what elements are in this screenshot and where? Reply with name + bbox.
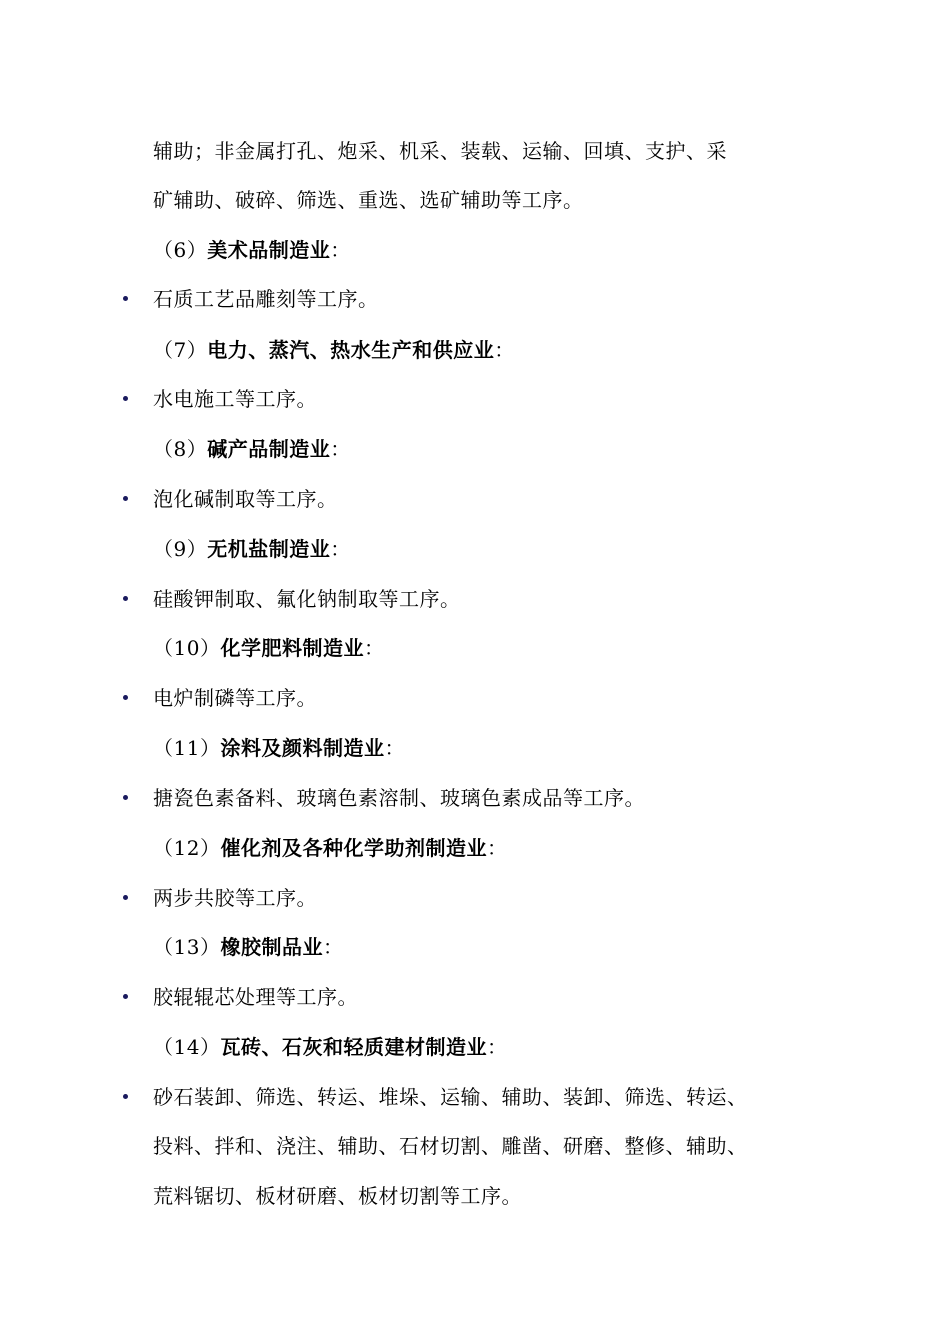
section-colon: ： <box>330 437 351 461</box>
section-title: 无机盐制造业 <box>207 537 331 561</box>
section-number: （9） <box>153 537 208 561</box>
list-item: 搪瓷色素备料、玻璃色素溶制、玻璃色素成品等工序。 <box>153 786 645 810</box>
section-heading-9 <box>153 535 833 563</box>
list-item: 硅酸钾制取、氟化钠制取等工序。 <box>153 587 461 611</box>
section-number: （12） <box>153 836 221 860</box>
list-item: 砂石装卸、筛选、转运、堆垛、运输、辅助、装卸、筛选、转运、 <box>153 1085 748 1109</box>
continuation-line-2: 矿辅助、破碎、筛选、重选、选矿辅助等工序。 <box>153 188 584 212</box>
list-item-continuation: 投料、拌和、浇注、辅助、石材切割、雕凿、研磨、整修、辅助、 <box>153 1134 748 1158</box>
list-item-continuation: 荒料锯切、板材研磨、板材切割等工序。 <box>153 1184 522 1208</box>
section-title: 化学肥料制造业 <box>220 636 364 660</box>
bullet-icon <box>121 992 131 1002</box>
list-item: 两步共胶等工序。 <box>153 886 317 910</box>
section-title: 碱产品制造业 <box>207 437 331 461</box>
section-heading-13 <box>153 933 833 961</box>
continuation-line-1: 辅助；非金属打孔、炮采、机采、装载、运输、回填、支护、采 <box>153 139 727 163</box>
bullet-icon <box>121 793 131 803</box>
list-item: 石质工艺品雕刻等工序。 <box>153 287 379 311</box>
bullet-icon <box>121 294 131 304</box>
section-heading-6 <box>153 236 833 264</box>
section-title: 催化剂及各种化学助剂制造业 <box>220 836 487 860</box>
bullet-icon <box>121 494 131 504</box>
section-heading-8 <box>153 435 833 463</box>
section-number: （7） <box>153 338 208 362</box>
list-item: 泡化碱制取等工序。 <box>153 487 338 511</box>
section-title: 瓦砖、石灰和轻质建材制造业 <box>220 1035 487 1059</box>
bullet-icon <box>121 594 131 604</box>
list-item: 胶辊辊芯处理等工序。 <box>153 985 358 1009</box>
section-heading-14 <box>153 1033 833 1061</box>
section-heading-10 <box>153 634 833 662</box>
section-number: （10） <box>153 636 221 660</box>
list-item: 电炉制磷等工序。 <box>153 686 317 710</box>
section-number: （8） <box>153 437 208 461</box>
bullet-icon <box>121 893 131 903</box>
list-item: 水电施工等工序。 <box>153 387 317 411</box>
section-heading-11 <box>153 734 833 762</box>
section-number: （6） <box>153 238 208 262</box>
bullet-icon <box>121 1092 131 1102</box>
section-colon: ： <box>330 238 351 262</box>
section-number: （14） <box>153 1035 221 1059</box>
section-colon: ： <box>384 736 405 760</box>
section-title: 美术品制造业 <box>207 238 331 262</box>
section-colon: ： <box>363 636 385 660</box>
section-colon: ： <box>322 935 344 959</box>
section-heading-12 <box>153 834 833 862</box>
bullet-icon <box>121 693 131 703</box>
section-number: （13） <box>153 935 221 959</box>
section-colon: ： <box>486 1035 508 1059</box>
section-colon: ： <box>330 537 351 561</box>
section-number: （11） <box>153 736 221 760</box>
section-colon: ： <box>494 338 515 362</box>
section-colon: ： <box>486 836 508 860</box>
bullet-icon <box>121 394 131 404</box>
section-heading-7 <box>153 336 833 364</box>
section-title: 橡胶制品业 <box>220 935 323 959</box>
section-title: 涂料及颜料制造业 <box>220 736 385 760</box>
section-title: 电力、蒸汽、热水生产和供应业 <box>207 338 495 362</box>
